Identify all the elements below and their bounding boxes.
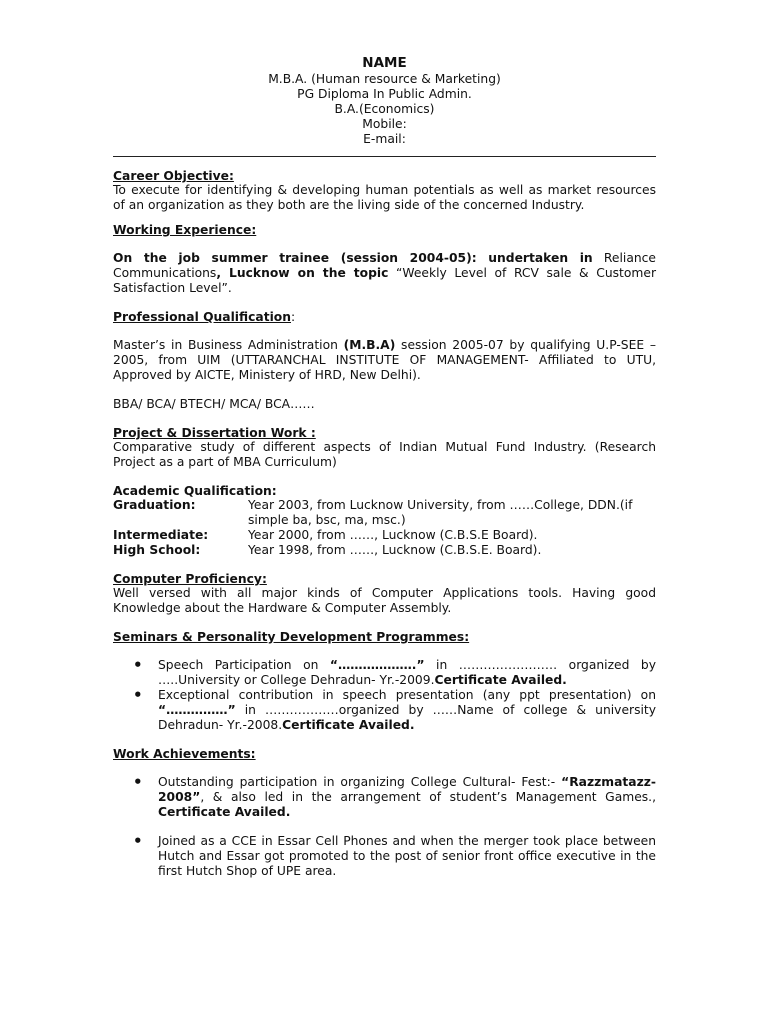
computer-proficiency-text: Well versed with all major kinds of Computer Applications tools. Having good Knowledge about the Hardware & Computer Assembly.	[113, 586, 656, 615]
achievements-list	[113, 775, 656, 820]
academic-row: Intermediate: Year 2000, from ……, Lucknow (C.B.S.E Board).	[113, 528, 538, 542]
resume-page	[113, 55, 656, 879]
resume-header	[113, 55, 656, 147]
section-title: Academic Qualification:	[113, 484, 277, 498]
section-seminars	[113, 630, 656, 733]
section-title: Project & Dissertation Work :	[113, 426, 316, 440]
section-working-experience	[113, 223, 656, 296]
section-title-wrap: Professional Qualification:	[113, 310, 296, 324]
academic-row: High School: Year 1998, from ……, Lucknow (C.B.S.E. Board).	[113, 543, 542, 557]
section-project	[113, 426, 656, 470]
academic-row: Graduation: Year 2003, from Lucknow University, from ……College, DDN.(if simple ba, bsc, ma, msc.)	[113, 498, 633, 527]
section-career-objective	[113, 169, 656, 213]
alternate-degrees-text: BBA/ BCA/ BTECH/ MCA/ BCA……	[113, 397, 315, 411]
project-text: Comparative study of different aspects of Indian Mutual Fund Industry. (Research Project as a part of MBA Curriculum)	[113, 440, 656, 469]
header-divider	[113, 156, 656, 157]
mobile-label: Mobile:	[362, 117, 407, 131]
candidate-name: NAME	[362, 55, 407, 71]
degree-mba: M.B.A. (Human resource & Marketing)	[268, 72, 501, 86]
section-work-achievements	[113, 747, 656, 879]
section-title: Professional Qualification	[113, 310, 291, 324]
working-experience-text: On the job summer trainee (session 2004-05): undertaken in Reliance Communications, Lucknow on the topic “Weekly Level of RCV sale & Customer Satisfaction Level”.	[113, 251, 656, 295]
achievements-list-2	[113, 834, 656, 879]
section-professional-qualification	[113, 310, 656, 412]
section-title: Work Achievements:	[113, 747, 256, 761]
trainee-label: On the job summer trainee (session 2004-05): undertaken in	[113, 251, 593, 265]
email-label: E-mail:	[363, 132, 406, 146]
mba-qualification-text: Master’s in Business Administration (M.B.A) session 2005-07 by qualifying U.P-SEE – 2005, from UIM (UTTARANCHAL INSTITUTE OF MANAGEMENT- Affiliated to UTU, Approved by AICTE, Ministery of HRD, New Delhi).	[113, 338, 656, 382]
degree-ba: B.A.(Economics)	[334, 102, 435, 116]
list-item: • Joined as a CCE in Essar Cell Phones and when the merger took place between Hutch and Essar got promoted to the post of senior front office executive in the first Hutch Shop of UPE area.	[113, 834, 656, 879]
seminars-list	[113, 658, 656, 733]
list-item: • Outstanding participation in organizing College Cultural- Fest:- “Razzmatazz-2008”, & also led in the arrangement of student’s Management Games., Certificate Availed.	[113, 775, 656, 820]
degree-pg-diploma: PG Diploma In Public Admin.	[297, 87, 472, 101]
section-title: Computer Proficiency:	[113, 572, 267, 586]
section-academic-qualification	[113, 484, 656, 558]
section-title: Career Objective:	[113, 169, 234, 183]
list-item: • Exceptional contribution in speech presentation (any ppt presentation) on “……………” in ………………organized by ……Name of college & university Dehradun- Yr.-2008.Certificate Availed.	[113, 688, 656, 733]
list-item: • Speech Participation on “……………….” in …………………… organized by …..University or College Dehradun- Yr.-2009.Certificate Availed.	[113, 658, 656, 688]
section-title: Seminars & Personality Development Programmes:	[113, 630, 470, 644]
career-objective-text: To execute for identifying & developing human potentials as well as market resources of an organization as they both are the living side of the concerned Industry.	[113, 183, 656, 212]
section-computer-proficiency	[113, 572, 656, 616]
section-title: Working Experience:	[113, 223, 257, 237]
